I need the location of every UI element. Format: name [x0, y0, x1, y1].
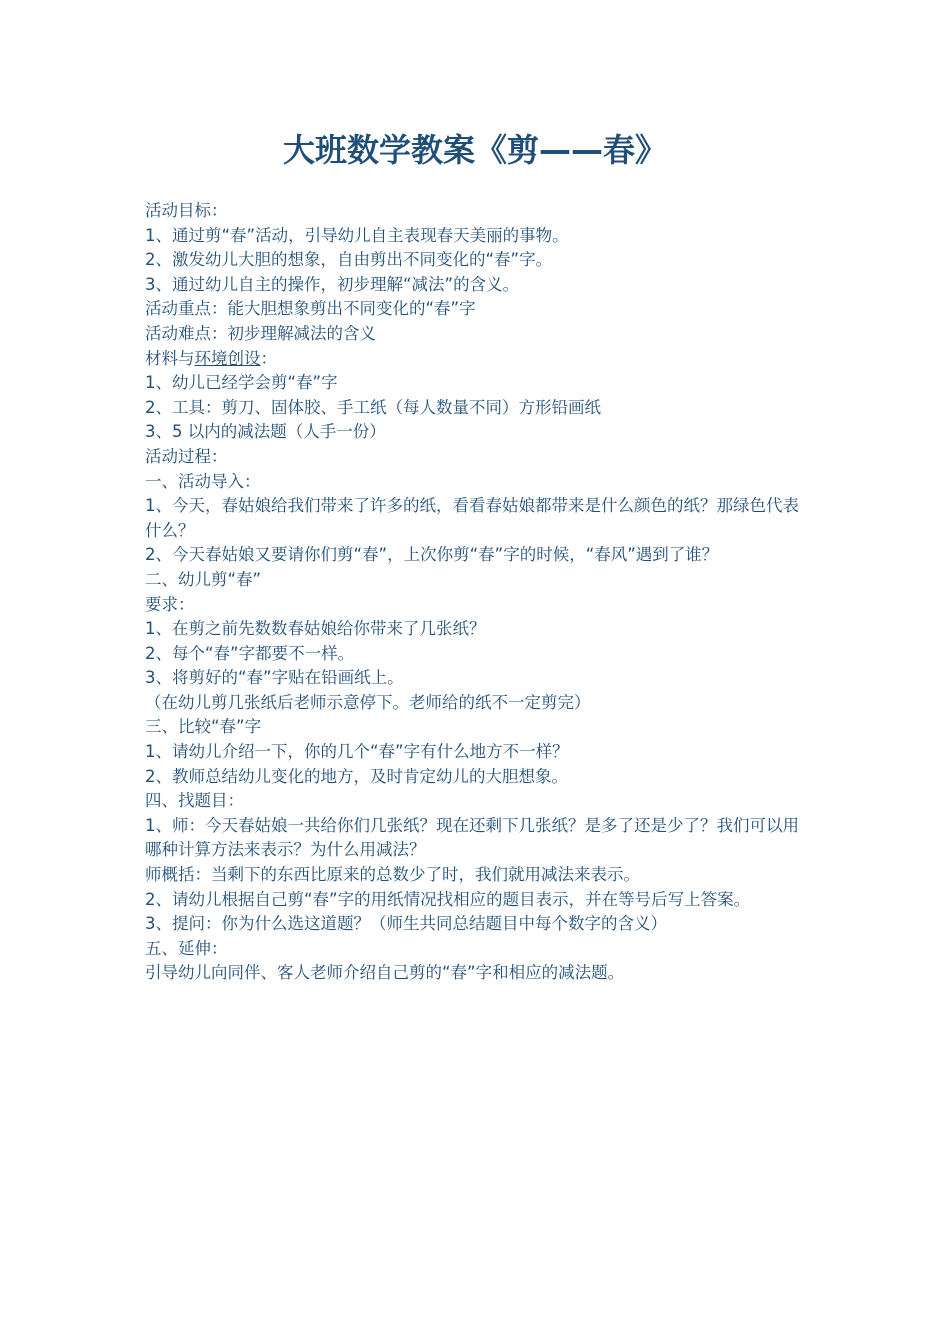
summary-text: 师概括：当剩下的东西比原来的总数少了时，我们就用减法来表示。: [145, 865, 640, 885]
section-heading-materials: [145, 347, 810, 372]
step-item: 1、师：今天春姑娘一共给你们几张纸？现在还剩下几张纸？是多了还是少了？我们可以用哪种计算方法来表示？为什么用减法？: [145, 815, 799, 860]
key-point: 活动重点：能大胆想象剪出不同变化的“春”字: [145, 299, 476, 319]
requirements-label: 要求：: [145, 594, 195, 614]
step-item: 2、教师总结幼儿变化的地方，及时肯定幼儿的大胆想象。: [145, 766, 568, 786]
step-item: 2、请幼儿根据自己剪“春”字的用纸情况找相应的题目表示，并在等号后写上答案。: [145, 889, 751, 909]
materials-underlined-text: 环境创设: [194, 348, 261, 368]
note-text: （在幼儿剪几张纸后老师示意停下。老师给的纸不一定剪完）: [145, 692, 591, 712]
step-heading: 三、比较“春”字: [145, 717, 262, 737]
step-item: 1、请幼儿介绍一下，你的几个“春”字有什么地方不一样？: [145, 742, 569, 762]
step-item: 2、今天春姑娘又要请你们剪“春”，上次你剪“春”字的时候，“春风”遇到了谁？: [145, 545, 719, 565]
extension-text: 引导幼儿向同伴、客人老师介绍自己剪的“春”字和相应的减法题。: [145, 963, 625, 983]
requirement-item: 1、在剪之前先数数春姑娘给你带来了几张纸？: [145, 619, 486, 639]
requirement-item: 3、将剪好的“春”字贴在铅画纸上。: [145, 668, 404, 688]
section-heading-goals: 活动目标：: [145, 201, 228, 220]
step-item: 3、提问：你为什么选这道题？（师生共同总结题目中每个数字的含义）: [145, 914, 667, 934]
step-heading: 四、找题目：: [145, 791, 244, 811]
materials-suffix: ：: [260, 348, 277, 368]
materials-prefix: 材料与: [145, 348, 195, 368]
section-heading-process: 活动过程：: [145, 446, 228, 466]
document-body: [145, 199, 810, 986]
step-heading: 一、活动导入：: [145, 471, 261, 491]
goal-item: 2、激发幼儿大胆的想象，自由剪出不同变化的“春”字。: [145, 250, 553, 270]
requirement-item: 2、每个“春”字都要不一样。: [145, 643, 355, 663]
material-item: 1、幼儿已经学会剪“春”字: [145, 373, 338, 393]
step-heading: 五、延伸：: [145, 938, 228, 958]
goal-item: 3、通过幼儿自主的操作，初步理解“减法”的含义。: [145, 274, 520, 294]
difficult-point: 活动难点：初步理解减法的含义: [145, 323, 376, 343]
material-item: 3、5 以内的减法题（人手一份）: [145, 422, 386, 442]
goal-item: 1、通过剪“春”活动，引导幼儿自主表现春天美丽的事物。: [145, 225, 569, 245]
step-heading: 二、幼儿剪“春”: [145, 569, 262, 589]
material-item: 2、工具：剪刀、固体胶、手工纸（每人数量不同）方形铅画纸: [145, 397, 601, 417]
step-item: 1、今天，春姑娘给我们带来了许多的纸，看看春姑娘都带来是什么颜色的纸？那绿色代表什么？: [145, 496, 799, 540]
document-title: 大班数学教案《剪——春》: [282, 131, 667, 169]
